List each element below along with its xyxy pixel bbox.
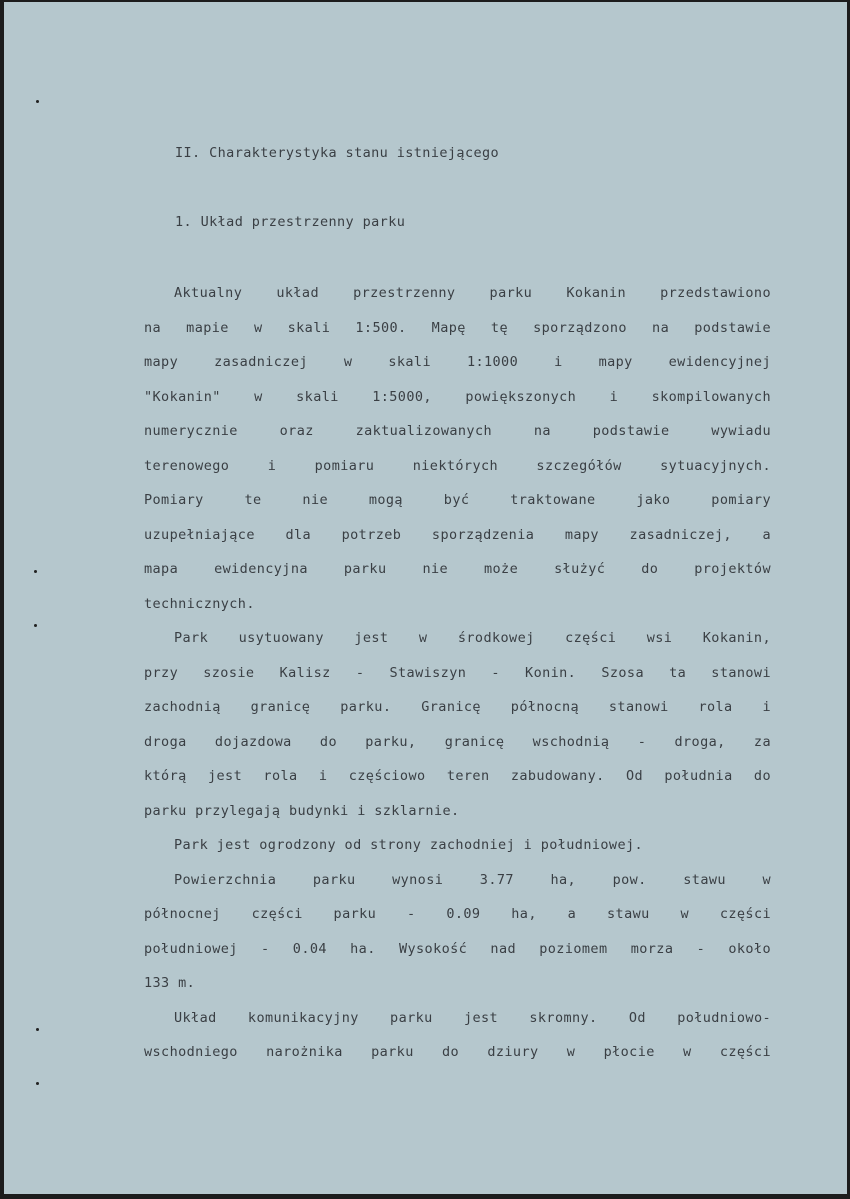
text-line: przy szosie Kalisz - Stawiszyn - Konin. Szosa ta stanowi: [144, 665, 771, 681]
text-line: wschodniego narożnika parku do dziury w płocie w części: [144, 1044, 771, 1060]
text-line: uzupełniające dla potrzeb sporządzenia mapy zasadniczej, a: [144, 527, 771, 543]
text-line: mapy zasadniczej w skali 1:1000 i mapy ewidencyjnej: [144, 354, 771, 370]
scan-speck: [36, 1082, 39, 1085]
text-line: południowej - 0.04 ha. Wysokość nad poziomem morza - około: [144, 941, 771, 957]
text-line: zachodnią granicę parku. Granicę północną stanowi rola i: [144, 699, 771, 715]
text-line: Park jest ogrodzony od strony zachodniej i południowej.: [174, 837, 644, 853]
text-line: terenowego i pomiaru niektórych szczegółów sytuacyjnych.: [144, 458, 771, 474]
text-line: numerycznie oraz zaktualizowanych na podstawie wywiadu: [144, 423, 771, 439]
section-heading: II. Charakterystyka stanu istniejącego: [175, 145, 500, 161]
text-line: Aktualny układ przestrzenny parku Kokanin przedstawiono: [174, 285, 771, 301]
text-line: Układ komunikacyjny parku jest skromny. Od południowo-: [174, 1010, 771, 1026]
text-line: "Kokanin" w skali 1:5000, powiększonych i skompilowanych: [144, 389, 771, 405]
text-line: parku przylegają budynki i szklarnie.: [144, 803, 460, 819]
text-line: mapa ewidencyjna parku nie może służyć do projektów: [144, 561, 771, 577]
text-line: północnej części parku - 0.09 ha, a stawu w części: [144, 906, 771, 922]
text-line: Powierzchnia parku wynosi 3.77 ha, pow. stawu w: [174, 872, 771, 888]
scan-speck: [34, 570, 37, 573]
text-line: Park usytuowany jest w środkowej części wsi Kokanin,: [174, 630, 771, 646]
scan-speck: [36, 100, 39, 103]
text-line: technicznych.: [144, 596, 255, 612]
text-line: 133 m.: [144, 975, 196, 991]
text-line: Pomiary te nie mogą być traktowane jako pomiary: [144, 492, 771, 508]
scan-speck: [36, 1028, 39, 1031]
subsection-heading: 1. Układ przestrzenny parku: [175, 214, 406, 230]
text-line: którą jest rola i częściowo teren zabudowany. Od południa do: [144, 768, 771, 784]
scan-speck: [34, 624, 37, 627]
text-line: droga dojazdowa do parku, granicę wschodnią - droga, za: [144, 734, 771, 750]
text-line: na mapie w skali 1:500. Mapę tę sporządzono na podstawie: [144, 320, 771, 336]
document-page: [4, 2, 847, 1194]
